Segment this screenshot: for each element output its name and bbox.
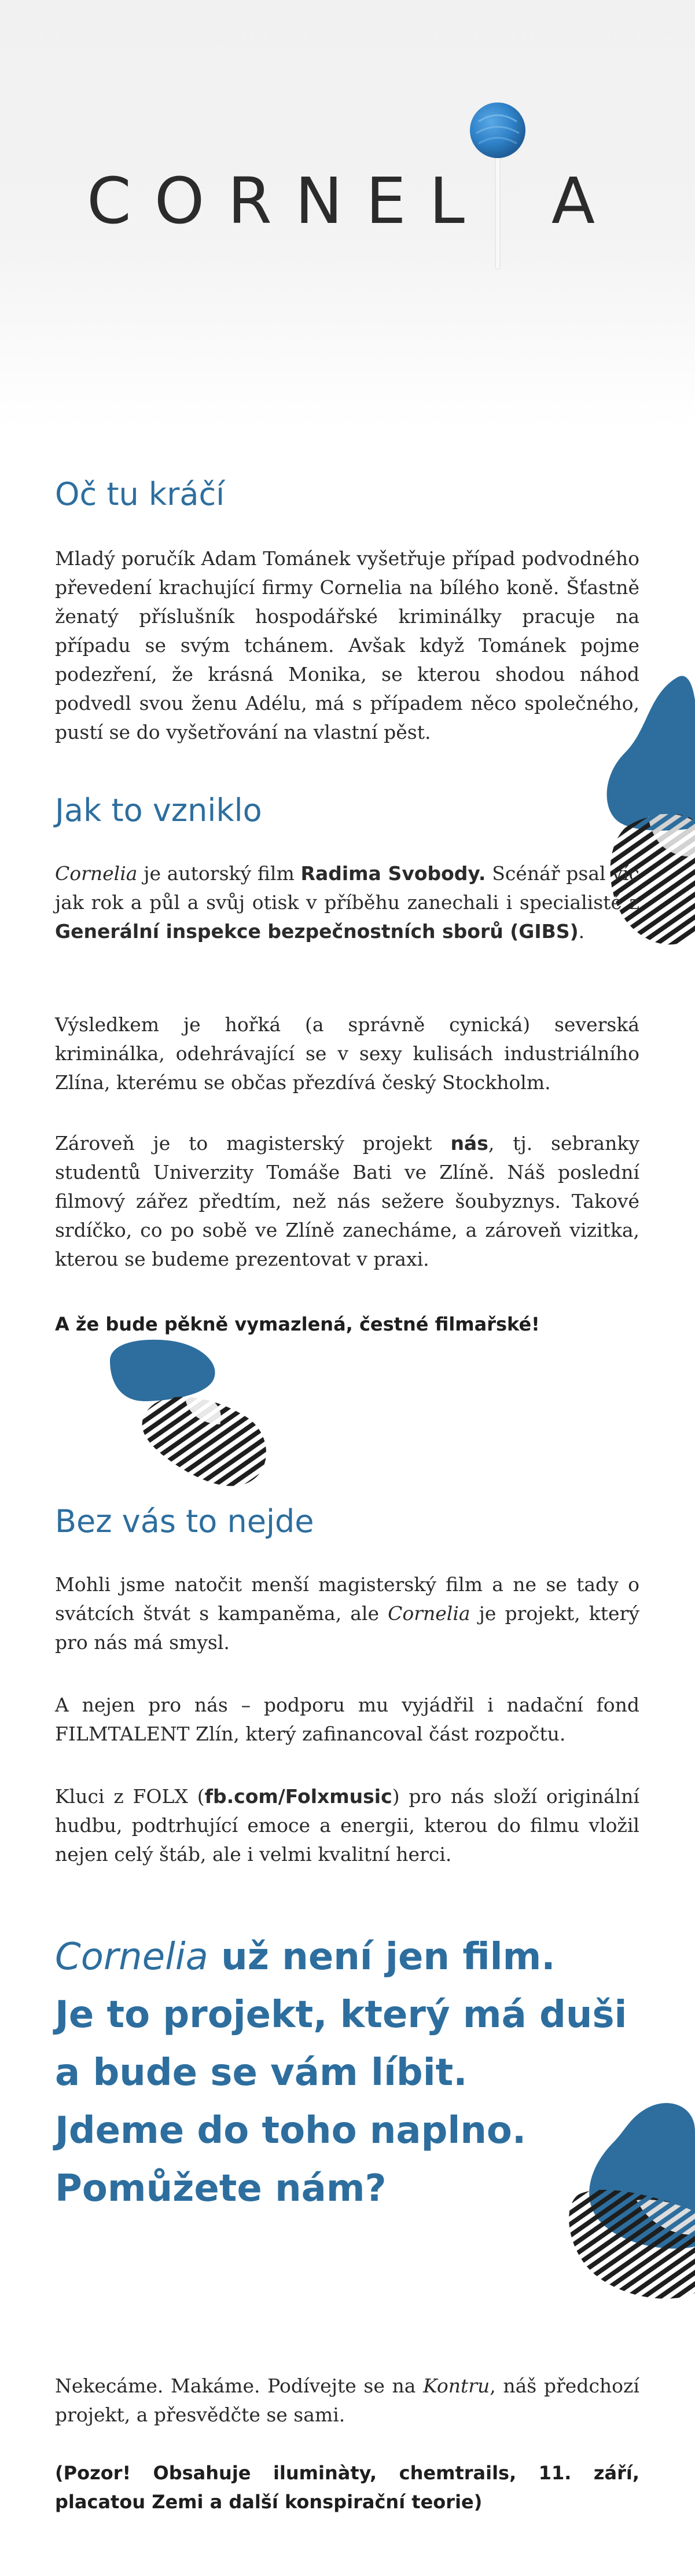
decorative-blob-2: [98, 1338, 278, 1488]
logo-text-right: A: [551, 164, 619, 238]
lollipop-icon: [466, 98, 529, 272]
origin-closing-line: A že bude pěkně vymazlená, čestné filmařské!: [55, 1313, 540, 1335]
folx-link[interactable]: fb.com/Folxmusic: [204, 1785, 392, 1808]
section-title-origin: Jak to vzniklo: [55, 792, 262, 829]
origin-paragraph-1: Cornelia je autorský film Radima Svobody. Scénář psal víc jak rok a půl a svůj otisk v příběhu zanechali i specialisté z Generální inspekce bezpečnostních sborů (GIBS).: [55, 862, 640, 943]
section-title-about: Oč tu kráčí: [55, 476, 225, 512]
cornelia-logo: [87, 163, 618, 239]
footer-disclaimer: (Pozor! Obsahuje iluminàty, chemtrails, 11. září, placatou Zemi a další konspirační teorie): [55, 2462, 639, 2513]
origin-paragraph-2: Výsledkem je hořká (a správně cynická) severská kriminálka, odehrávající se v sexy kulisách industriálního Zlína, kterému se občas přezdívá český Stockholm.: [55, 1013, 639, 1094]
logo-text-left: CORNEL: [87, 164, 488, 238]
footer-paragraph: Nekecáme. Makáme. Podívejte se na Kontru, náš předchozí projekt, a přesvědčte se sami.: [55, 2375, 639, 2426]
about-paragraph: Mladý poručík Adam Tománek vyšetřuje případ podvodného převedení krachující firmy Cornelia na bílého koně. Šťastně ženatý příslušník hospodářské kriminálky pracuje na případu se svým tchánem. Avšak když Tománek pojme podezření, že krásná Monika, se kterou shodou náhod podvedl svou ženu Adélu, má s případem něco společného, pustí se do vyšetřování na vlastní pěst.: [55, 547, 639, 743]
origin-paragraph-3: Zároveň je to magisterský projekt nás, tj. sebranky studentů Univerzity Tomáše Bati ve Zlíně. Náš poslední filmový zářez předtím, než nás sežere šoubyznys. Takové srdíčko, co po sobě ve Zlíně zanecháme, a zároveň vizitka, kterou se budeme prezentovat v praxi.: [55, 1132, 639, 1270]
cta-statement: Cornelia už není jen film. Je to projekt, který má duši a bude se vám líbit. Jdeme do toho naplno. Pomůžete nám?: [55, 1936, 627, 2210]
support-paragraph-2: A nejen pro nás – podporu mu vyjádřil i nadační fond FILMTALENT Zlín, který zafinancoval část rozpočtu.: [55, 1694, 639, 1745]
section-title-support: Bez vás to nejde: [55, 1503, 314, 1540]
support-paragraph-1: Mohli jsme natočit menší magisterský film a ne se tady o svátcích štvát s kampaněma, ale Cornelia je projekt, který pro nás má smysl.: [55, 1573, 640, 1654]
kontra-link[interactable]: Kontru: [423, 2375, 490, 2397]
support-paragraph-3: Kluci z FOLX (fb.com/Folxmusic) pro nás složí originální hudbu, podtrhující emoce a energii, kterou do filmu vložil nejen celý štáb, ale i velmi kvalitní herci.: [55, 1785, 639, 1866]
